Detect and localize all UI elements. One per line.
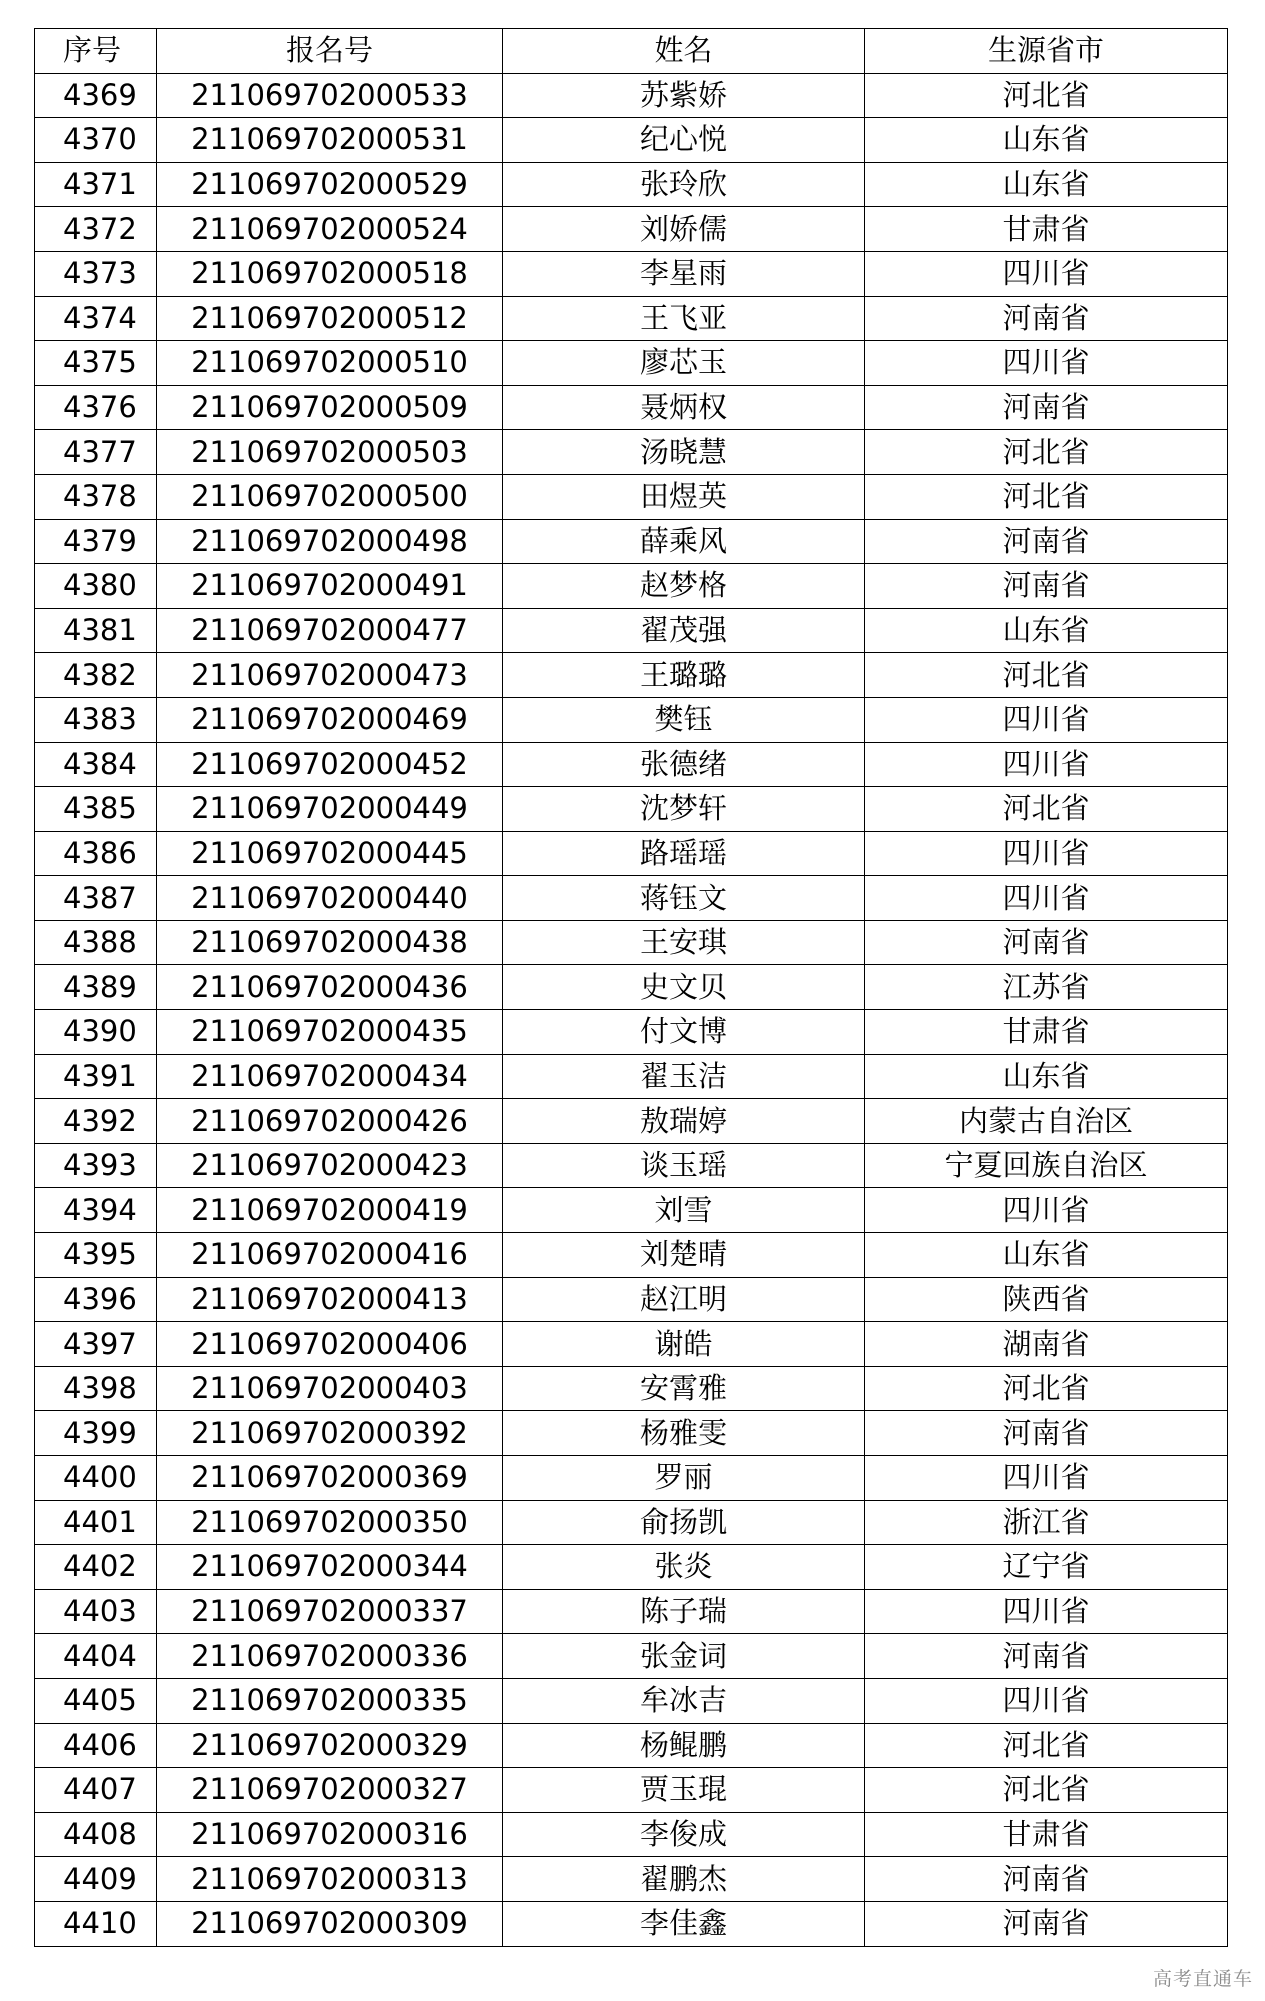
cell-registration-number: 211069702000423 <box>157 1143 503 1188</box>
cell-name: 樊钰 <box>503 697 865 742</box>
table-row <box>35 296 1228 341</box>
table-row <box>35 1678 1228 1723</box>
cell-seq: 4377 <box>35 430 157 475</box>
cell-name: 刘娇儒 <box>503 207 865 252</box>
cell-name: 苏紫娇 <box>503 73 865 118</box>
cell-registration-number: 211069702000509 <box>157 385 503 430</box>
cell-seq: 4382 <box>35 653 157 698</box>
cell-origin-province: 甘肃省 <box>865 1812 1228 1857</box>
cell-name: 杨雅雯 <box>503 1411 865 1456</box>
table-row <box>35 1500 1228 1545</box>
cell-origin-province: 四川省 <box>865 341 1228 386</box>
cell-name: 王飞亚 <box>503 296 865 341</box>
table-row <box>35 519 1228 564</box>
cell-seq: 4378 <box>35 474 157 519</box>
table-row <box>35 1812 1228 1857</box>
cell-registration-number: 211069702000327 <box>157 1768 503 1813</box>
cell-name: 敖瑞婷 <box>503 1099 865 1144</box>
cell-name: 王安琪 <box>503 920 865 965</box>
cell-name: 翟鹏杰 <box>503 1857 865 1902</box>
table-row <box>35 73 1228 118</box>
cell-origin-province: 山东省 <box>865 162 1228 207</box>
cell-origin-province: 河南省 <box>865 1901 1228 1946</box>
cell-origin-province: 陕西省 <box>865 1277 1228 1322</box>
cell-registration-number: 211069702000406 <box>157 1322 503 1367</box>
cell-registration-number: 211069702000335 <box>157 1678 503 1723</box>
cell-registration-number: 211069702000473 <box>157 653 503 698</box>
cell-seq: 4375 <box>35 341 157 386</box>
table-row <box>35 920 1228 965</box>
cell-registration-number: 211069702000510 <box>157 341 503 386</box>
cell-origin-province: 四川省 <box>865 876 1228 921</box>
cell-seq: 4376 <box>35 385 157 430</box>
cell-origin-province: 山东省 <box>865 118 1228 163</box>
table-row <box>35 742 1228 787</box>
cell-origin-province: 辽宁省 <box>865 1545 1228 1590</box>
cell-seq: 4400 <box>35 1456 157 1501</box>
table-row <box>35 207 1228 252</box>
table-row <box>35 430 1228 475</box>
cell-seq: 4374 <box>35 296 157 341</box>
cell-registration-number: 211069702000438 <box>157 920 503 965</box>
cell-registration-number: 211069702000529 <box>157 162 503 207</box>
cell-origin-province: 河北省 <box>865 1768 1228 1813</box>
table-row <box>35 251 1228 296</box>
cell-registration-number: 211069702000403 <box>157 1366 503 1411</box>
cell-registration-number: 211069702000350 <box>157 1500 503 1545</box>
cell-name: 廖芯玉 <box>503 341 865 386</box>
cell-origin-province: 四川省 <box>865 742 1228 787</box>
cell-name: 史文贝 <box>503 965 865 1010</box>
cell-seq: 4387 <box>35 876 157 921</box>
cell-name: 安霄雅 <box>503 1366 865 1411</box>
cell-name: 付文博 <box>503 1010 865 1055</box>
cell-name: 纪心悦 <box>503 118 865 163</box>
cell-origin-province: 浙江省 <box>865 1500 1228 1545</box>
cell-registration-number: 211069702000477 <box>157 608 503 653</box>
cell-seq: 4392 <box>35 1099 157 1144</box>
table-row <box>35 118 1228 163</box>
cell-name: 汤晓慧 <box>503 430 865 475</box>
cell-registration-number: 211069702000445 <box>157 831 503 876</box>
cell-seq: 4370 <box>35 118 157 163</box>
table-row <box>35 564 1228 609</box>
cell-origin-province: 河南省 <box>865 1411 1228 1456</box>
cell-name: 翟茂强 <box>503 608 865 653</box>
cell-origin-province: 四川省 <box>865 1188 1228 1233</box>
cell-registration-number: 211069702000336 <box>157 1634 503 1679</box>
cell-registration-number: 211069702000309 <box>157 1901 503 1946</box>
table-row <box>35 162 1228 207</box>
header-name: 姓名 <box>503 29 865 74</box>
cell-name: 薛乘风 <box>503 519 865 564</box>
cell-registration-number: 211069702000500 <box>157 474 503 519</box>
cell-registration-number: 211069702000434 <box>157 1054 503 1099</box>
table-row <box>35 1901 1228 1946</box>
cell-registration-number: 211069702000337 <box>157 1589 503 1634</box>
cell-name: 聂炳权 <box>503 385 865 430</box>
cell-origin-province: 四川省 <box>865 1456 1228 1501</box>
cell-seq: 4404 <box>35 1634 157 1679</box>
table-row <box>35 1010 1228 1055</box>
cell-seq: 4390 <box>35 1010 157 1055</box>
cell-name: 俞扬凯 <box>503 1500 865 1545</box>
cell-origin-province: 宁夏回族自治区 <box>865 1143 1228 1188</box>
header-origin-province: 生源省市 <box>865 29 1228 74</box>
cell-registration-number: 211069702000316 <box>157 1812 503 1857</box>
cell-seq: 4405 <box>35 1678 157 1723</box>
table-row <box>35 1188 1228 1233</box>
cell-seq: 4395 <box>35 1233 157 1278</box>
cell-origin-province: 江苏省 <box>865 965 1228 1010</box>
cell-name: 张玲欣 <box>503 162 865 207</box>
cell-seq: 4406 <box>35 1723 157 1768</box>
cell-origin-province: 内蒙古自治区 <box>865 1099 1228 1144</box>
table-row <box>35 1723 1228 1768</box>
cell-name: 牟冰吉 <box>503 1678 865 1723</box>
cell-registration-number: 211069702000435 <box>157 1010 503 1055</box>
cell-seq: 4394 <box>35 1188 157 1233</box>
cell-name: 路瑶瑶 <box>503 831 865 876</box>
cell-registration-number: 211069702000503 <box>157 430 503 475</box>
cell-origin-province: 河南省 <box>865 296 1228 341</box>
cell-origin-province: 山东省 <box>865 1233 1228 1278</box>
cell-seq: 4386 <box>35 831 157 876</box>
table-row <box>35 341 1228 386</box>
cell-seq: 4389 <box>35 965 157 1010</box>
header-seq: 序号 <box>35 29 157 74</box>
table-row <box>35 1322 1228 1367</box>
table-row <box>35 1366 1228 1411</box>
table-row <box>35 876 1228 921</box>
cell-name: 杨鲲鹏 <box>503 1723 865 1768</box>
cell-registration-number: 211069702000436 <box>157 965 503 1010</box>
table-row <box>35 787 1228 832</box>
cell-seq: 4373 <box>35 251 157 296</box>
cell-registration-number: 211069702000426 <box>157 1099 503 1144</box>
table-row <box>35 697 1228 742</box>
admission-roster-table <box>34 28 1228 1947</box>
cell-origin-province: 河北省 <box>865 474 1228 519</box>
cell-name: 李俊成 <box>503 1812 865 1857</box>
cell-name: 田煜英 <box>503 474 865 519</box>
cell-origin-province: 河南省 <box>865 385 1228 430</box>
cell-registration-number: 211069702000419 <box>157 1188 503 1233</box>
cell-seq: 4409 <box>35 1857 157 1902</box>
cell-registration-number: 211069702000449 <box>157 787 503 832</box>
cell-registration-number: 211069702000533 <box>157 73 503 118</box>
cell-origin-province: 河北省 <box>865 73 1228 118</box>
cell-seq: 4403 <box>35 1589 157 1634</box>
cell-name: 罗丽 <box>503 1456 865 1501</box>
cell-seq: 4381 <box>35 608 157 653</box>
cell-registration-number: 211069702000531 <box>157 118 503 163</box>
cell-registration-number: 211069702000452 <box>157 742 503 787</box>
cell-origin-province: 河北省 <box>865 1723 1228 1768</box>
cell-seq: 4397 <box>35 1322 157 1367</box>
cell-seq: 4402 <box>35 1545 157 1590</box>
cell-seq: 4383 <box>35 697 157 742</box>
table-row <box>35 1277 1228 1322</box>
table-row <box>35 1233 1228 1278</box>
table-row <box>35 1099 1228 1144</box>
cell-name: 赵江明 <box>503 1277 865 1322</box>
cell-name: 赵梦格 <box>503 564 865 609</box>
cell-origin-province: 四川省 <box>865 1678 1228 1723</box>
cell-name: 沈梦轩 <box>503 787 865 832</box>
cell-seq: 4371 <box>35 162 157 207</box>
cell-origin-province: 山东省 <box>865 1054 1228 1099</box>
cell-name: 翟玉洁 <box>503 1054 865 1099</box>
cell-origin-province: 四川省 <box>865 697 1228 742</box>
cell-name: 谢皓 <box>503 1322 865 1367</box>
cell-origin-province: 河南省 <box>865 564 1228 609</box>
cell-origin-province: 山东省 <box>865 608 1228 653</box>
table-row <box>35 1054 1228 1099</box>
table-row <box>35 653 1228 698</box>
cell-name: 张德绪 <box>503 742 865 787</box>
cell-seq: 4398 <box>35 1366 157 1411</box>
table-header-row <box>35 29 1228 74</box>
cell-seq: 4407 <box>35 1768 157 1813</box>
cell-origin-province: 甘肃省 <box>865 207 1228 252</box>
cell-seq: 4385 <box>35 787 157 832</box>
cell-name: 李佳鑫 <box>503 1901 865 1946</box>
cell-origin-province: 四川省 <box>865 831 1228 876</box>
cell-seq: 4410 <box>35 1901 157 1946</box>
cell-seq: 4379 <box>35 519 157 564</box>
cell-registration-number: 211069702000512 <box>157 296 503 341</box>
cell-origin-province: 河北省 <box>865 1366 1228 1411</box>
cell-seq: 4393 <box>35 1143 157 1188</box>
table-row <box>35 1768 1228 1813</box>
cell-registration-number: 211069702000498 <box>157 519 503 564</box>
table-row <box>35 385 1228 430</box>
cell-name: 陈子瑞 <box>503 1589 865 1634</box>
cell-registration-number: 211069702000369 <box>157 1456 503 1501</box>
cell-origin-province: 湖南省 <box>865 1322 1228 1367</box>
table-body <box>35 73 1228 1946</box>
cell-registration-number: 211069702000313 <box>157 1857 503 1902</box>
cell-origin-province: 四川省 <box>865 1589 1228 1634</box>
cell-seq: 4380 <box>35 564 157 609</box>
cell-name: 张炎 <box>503 1545 865 1590</box>
cell-name: 刘雪 <box>503 1188 865 1233</box>
cell-seq: 4388 <box>35 920 157 965</box>
cell-name: 蒋钰文 <box>503 876 865 921</box>
table-row <box>35 1857 1228 1902</box>
cell-name: 谈玉瑶 <box>503 1143 865 1188</box>
cell-origin-province: 河南省 <box>865 519 1228 564</box>
cell-registration-number: 211069702000416 <box>157 1233 503 1278</box>
cell-name: 贾玉琨 <box>503 1768 865 1813</box>
cell-seq: 4408 <box>35 1812 157 1857</box>
table-row <box>35 1634 1228 1679</box>
table-row <box>35 1143 1228 1188</box>
cell-registration-number: 211069702000524 <box>157 207 503 252</box>
cell-origin-province: 甘肃省 <box>865 1010 1228 1055</box>
cell-origin-province: 河北省 <box>865 653 1228 698</box>
watermark-text: 高考直通车 <box>1152 1968 1253 1990</box>
cell-registration-number: 211069702000344 <box>157 1545 503 1590</box>
table-row <box>35 965 1228 1010</box>
table-row <box>35 1456 1228 1501</box>
cell-origin-province: 河南省 <box>865 1634 1228 1679</box>
cell-seq: 4391 <box>35 1054 157 1099</box>
table-row <box>35 1589 1228 1634</box>
cell-origin-province: 河南省 <box>865 1857 1228 1902</box>
cell-registration-number: 211069702000518 <box>157 251 503 296</box>
cell-name: 刘楚晴 <box>503 1233 865 1278</box>
cell-seq: 4401 <box>35 1500 157 1545</box>
cell-seq: 4399 <box>35 1411 157 1456</box>
cell-registration-number: 211069702000440 <box>157 876 503 921</box>
cell-seq: 4372 <box>35 207 157 252</box>
cell-seq: 4369 <box>35 73 157 118</box>
cell-origin-province: 河北省 <box>865 430 1228 475</box>
table-row <box>35 1545 1228 1590</box>
cell-origin-province: 河北省 <box>865 787 1228 832</box>
cell-registration-number: 211069702000392 <box>157 1411 503 1456</box>
table-row <box>35 608 1228 653</box>
cell-seq: 4396 <box>35 1277 157 1322</box>
cell-registration-number: 211069702000469 <box>157 697 503 742</box>
cell-registration-number: 211069702000329 <box>157 1723 503 1768</box>
cell-registration-number: 211069702000413 <box>157 1277 503 1322</box>
cell-origin-province: 河南省 <box>865 920 1228 965</box>
table-row <box>35 474 1228 519</box>
cell-seq: 4384 <box>35 742 157 787</box>
table-row <box>35 831 1228 876</box>
table-row <box>35 1411 1228 1456</box>
cell-name: 王璐璐 <box>503 653 865 698</box>
cell-name: 李星雨 <box>503 251 865 296</box>
cell-registration-number: 211069702000491 <box>157 564 503 609</box>
cell-origin-province: 四川省 <box>865 251 1228 296</box>
header-registration-number: 报名号 <box>157 29 503 74</box>
cell-name: 张金词 <box>503 1634 865 1679</box>
